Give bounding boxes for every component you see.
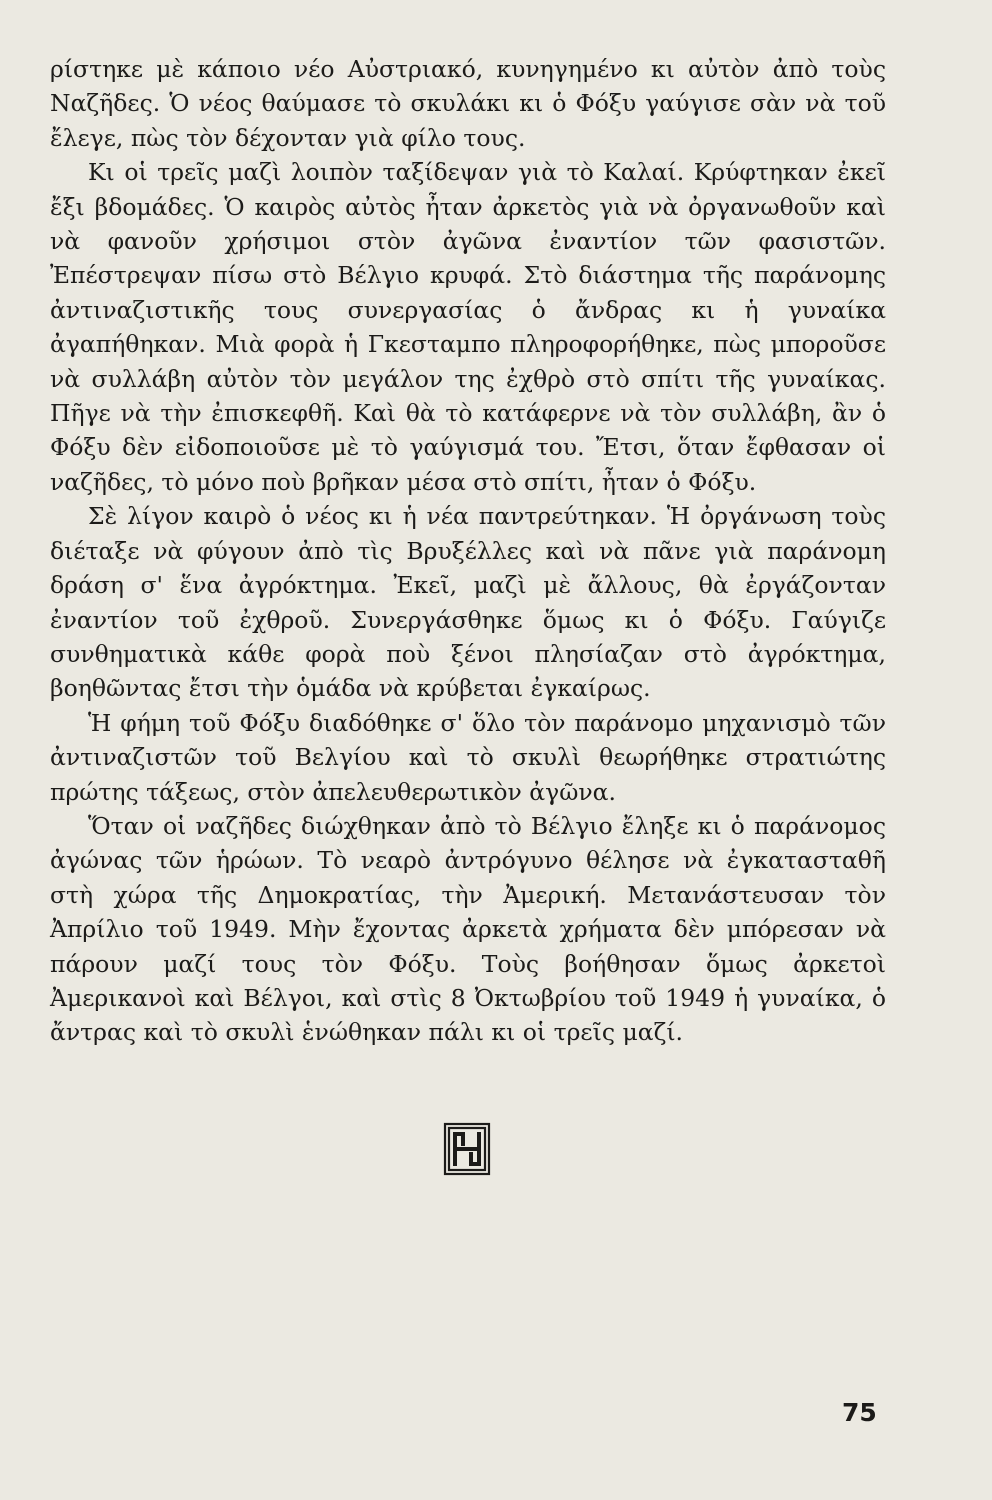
body-text: [50, 52, 886, 1050]
paragraph: Κι οἱ τρεῖς μαζὶ λοιπὸν ταξίδεψαν γιὰ τὸ Καλαί. Κρύφτηκαν ἐκεῖ ἔξι βδομάδες. Ὁ καιρὸς αὐτὸς ἦταν ἀρκετὸς γιὰ νὰ ὀργανωθοῦν καὶ νὰ φανοῦν χρήσιμοι στὸν ἀγῶνα ἐναντίον τῶν φασιστῶν. Ἐπέστρεψαν πίσω στὸ Βέλγιο κρυφά. Στὸ διάστημα τῆς παράνομης ἀντιναζιστικῆς τους συνεργασίας ὁ ἄνδρας κι ἡ γυναίκα ἀγαπήθηκαν. Μιὰ φορὰ ἡ Γκεσταμπο πληροφορήθηκε, πὼς μποροῦσε νὰ συλλάβη αὐτὸν τὸν μεγάλον της ἐχθρὸ στὸ σπίτι τῆς γυναίκας. Πῆγε νὰ τὴν ἐπισκεφθῆ. Καὶ θὰ τὸ κατάφερνε νὰ τὸν συλλάβη, ἂν ὁ Φόξυ δὲν εἰδοποιοῦσε μὲ τὸ γαύγισμά του. Ἔτσι, ὅταν ἔφθασαν οἱ ναζῆδες, τὸ μόνο ποὺ βρῆκαν μέσα στὸ σπίτι, ἦταν ὁ Φόξυ.: [50, 158, 886, 496]
paragraph: Σὲ λίγον καιρὸ ὁ νέος κι ἡ νέα παντρεύτηκαν. Ἡ ὀργάνωση τοὺς διέταξε νὰ φύγουν ἀπὸ τὶς Βρυξέλλες καὶ νὰ πᾶνε γιὰ παράνομη δράση σ' ἕνα ἀγρόκτημα. Ἐκεῖ, μαζὶ μὲ ἄλλους, θὰ ἐργάζονταν ἐναντίον τοῦ ἐχθροῦ. Συνεργάσθηκε ὅμως κι ὁ Φόξυ. Γαύγιζε συνθηματικὰ κάθε φορὰ ποὺ ξένοι πλησίαζαν στὸ ἀγρόκτημα, βοηθῶντας ἔτσι τὴν ὁμάδα νὰ κρύβεται ἐγκαίρως.: [50, 502, 886, 703]
page-number: 75: [842, 1398, 877, 1427]
meander-ornament-icon: [443, 1122, 491, 1176]
paragraph: Ἡ φήμη τοῦ Φόξυ διαδόθηκε σ' ὅλο τὸν παράνομο μηχανισμὸ τῶν ἀντιναζιστῶν τοῦ Βελγίου καὶ τὸ σκυλὶ θεωρήθηκε στρατιώτης πρώτης τάξεως, στὸν ἀπελευθερωτικὸν ἀγῶνα.: [50, 708, 886, 806]
paragraph-continuation: ρίστηκε μὲ κάποιο νέο Αὐστριακό, κυνηγημένο κι αὐτὸν ἀπὸ τοὺς Ναζῆδες. Ὁ νέος θαύμασε τὸ σκυλάκι κι ὁ Φόξυ γαύγισε σὰν νὰ τοῦ ἔλεγε, πὼς τὸν δέχονταν γιὰ φίλο τους.: [50, 55, 886, 152]
paragraph: Ὅταν οἱ ναζῆδες διώχθηκαν ἀπὸ τὸ Βέλγιο ἔληξε κι ὁ παράνομος ἀγώνας τῶν ἡρώων. Τὸ νεαρὸ ἀντρόγυνο θέλησε νὰ ἐγκατασταθῆ στὴ χώρα τῆς Δημοκρατίας, τὴν Ἀμερική. Μετανάστευσαν τὸν Ἀπρίλιο τοῦ 1949. Μὴν ἔχοντας ἀρκετὰ χρήματα δὲν μπόρεσαν νὰ πάρουν μαζί τους τὸν Φόξυ. Τοὺς βοήθησαν ὅμως ἀρκετοὶ Ἀμερικανοὶ καὶ Βέλγοι, καὶ στὶς 8 Ὀκτωβρίου τοῦ 1949 ἡ γυναίκα, ὁ ἄντρας καὶ τὸ σκυλὶ ἑνώθηκαν πάλι κι οἱ τρεῖς μαζί.: [50, 811, 886, 1047]
